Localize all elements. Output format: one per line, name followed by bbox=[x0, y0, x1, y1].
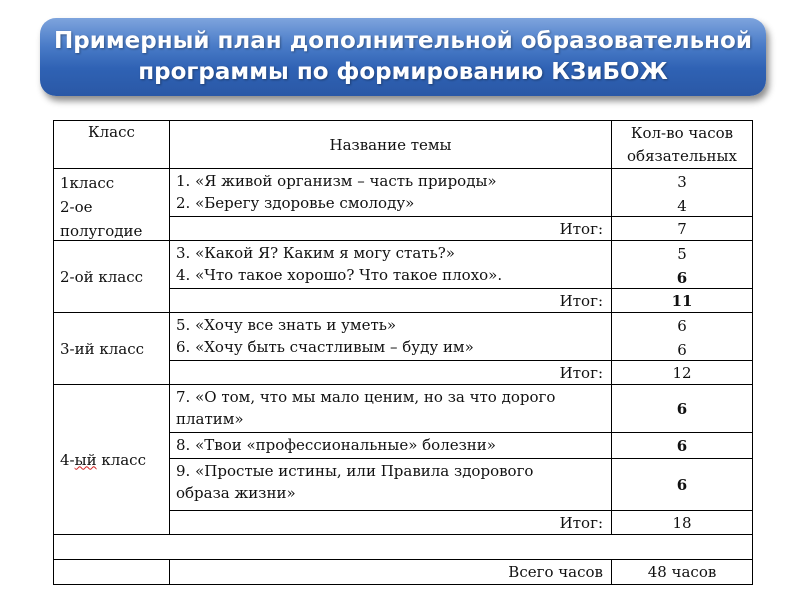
topic-9-cell bbox=[170, 459, 612, 511]
hours-topic-8: 6 bbox=[612, 433, 752, 459]
grand-total-label: Всего часов bbox=[170, 559, 612, 584]
hours-topic-7: 6 bbox=[612, 385, 752, 433]
topic-8: 8. «Твои «профессиональные» болезни» bbox=[170, 433, 612, 459]
topic-6: 6. «Хочу быть счастливым – буду им» bbox=[176, 338, 474, 356]
itog-label-grade1: Итог: bbox=[170, 217, 612, 241]
grand-total-row bbox=[53, 559, 753, 585]
topic-4: 4. «Что такое хорошо? Что такое плохо». bbox=[176, 266, 503, 284]
itog-label-grade4: Итог: bbox=[170, 511, 612, 535]
hours-grade1 bbox=[612, 169, 752, 217]
class-grade1: 1класс 2-ое полугодие bbox=[54, 169, 170, 241]
total-grade3: 12 bbox=[612, 361, 752, 385]
topic-2: 2. «Берегу здоровье смолоду» bbox=[176, 194, 415, 212]
topics-grade1 bbox=[170, 169, 612, 217]
class-grade3: 3-ий класс bbox=[54, 313, 170, 385]
topic-1: 1. «Я живой организм – часть природы» bbox=[176, 172, 497, 190]
hours-grade3 bbox=[612, 313, 752, 361]
total-grade1: 7 bbox=[612, 217, 752, 241]
class-grade4-suffix: ый bbox=[74, 450, 97, 469]
hours-topic-4: 6 bbox=[676, 269, 688, 287]
page-title: Примерный план дополнительной образовательной программы по формированию КЗиБОЖ bbox=[54, 28, 752, 85]
class-grade4-prefix: 4- bbox=[60, 450, 75, 469]
topic-7: 7. «О том, что мы мало ценим, но за что дорого платим» bbox=[170, 385, 612, 433]
topic-3: 3. «Какой Я? Каким я могу стать?» bbox=[176, 244, 455, 262]
header-hours: Кол-во часов обязательных bbox=[612, 121, 752, 169]
topics-grade2 bbox=[170, 241, 612, 289]
title-banner bbox=[40, 18, 766, 96]
hours-topic-5: 6 bbox=[677, 317, 687, 335]
topic-5: 5. «Хочу все знать и уметь» bbox=[176, 316, 397, 334]
hours-topic-6: 6 bbox=[677, 341, 687, 359]
total-grade4: 18 bbox=[612, 511, 752, 535]
hours-topic-2: 4 bbox=[677, 197, 687, 215]
program-table bbox=[53, 120, 753, 560]
topic-9: 9. «Простые истины, или Правила здорового образа жизни» bbox=[176, 462, 534, 502]
class-grade4-rest: класс bbox=[96, 450, 146, 469]
class-grade2: 2-ой класс bbox=[54, 241, 170, 313]
hours-topic-3: 5 bbox=[677, 245, 687, 263]
total-grade2: 11 bbox=[612, 289, 752, 313]
grand-total-empty bbox=[54, 559, 170, 584]
class-grade4 bbox=[54, 385, 170, 535]
topics-grade3 bbox=[170, 313, 612, 361]
header-class: Класс bbox=[54, 121, 170, 169]
itog-label-grade3: Итог: bbox=[170, 361, 612, 385]
hours-topic-9: 6 bbox=[612, 459, 752, 511]
grand-total-value: 48 часов bbox=[647, 562, 717, 581]
itog-label-grade2: Итог: bbox=[170, 289, 612, 313]
hours-topic-1: 3 bbox=[677, 173, 687, 191]
header-topic: Название темы bbox=[170, 121, 612, 169]
hours-grade2 bbox=[612, 241, 752, 289]
